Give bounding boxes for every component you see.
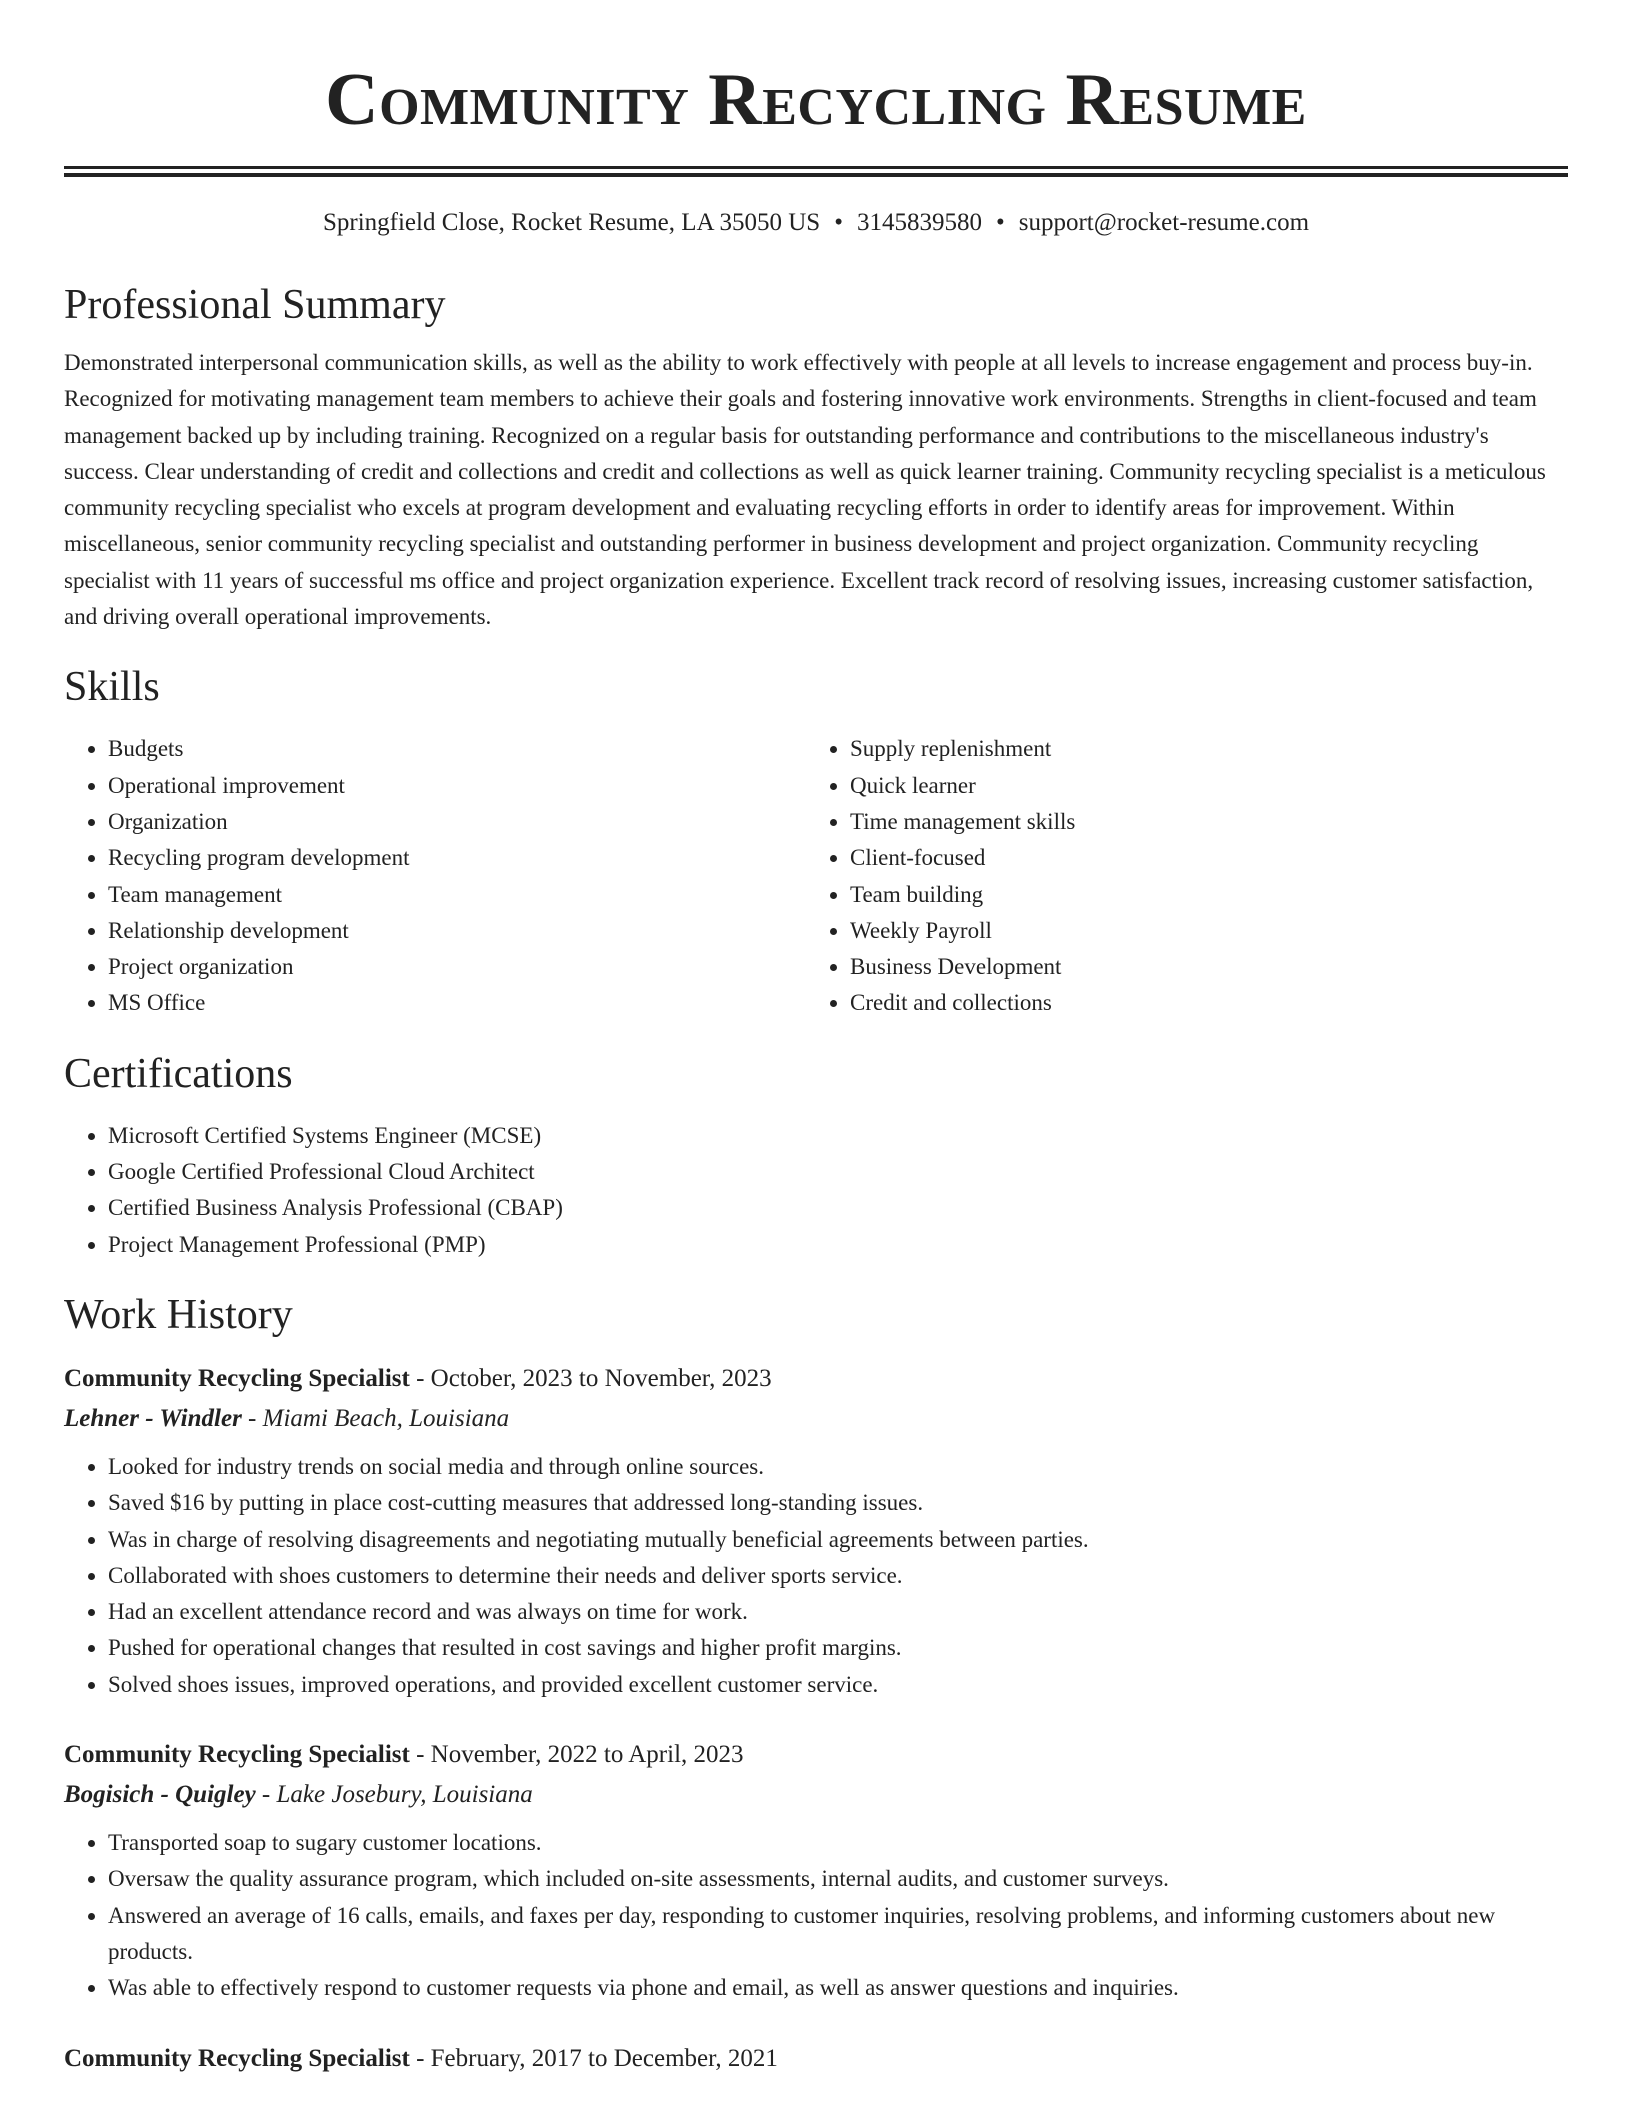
job-duty: • Transported soap to sugary customer locations. xyxy=(108,1825,1568,1861)
dash: - xyxy=(409,1364,431,1392)
certifications-list xyxy=(64,1118,1568,1263)
dash: - xyxy=(409,2044,431,2072)
job-location: Miami Beach, Louisiana xyxy=(262,1404,510,1432)
dash: - xyxy=(255,1781,277,1809)
job-title-line xyxy=(64,2039,1568,2079)
certification-item: • Project Management Professional (PMP) xyxy=(108,1227,1568,1263)
job-title: Community Recycling Specialist xyxy=(64,2044,410,2072)
skill-item: • Recycling program development xyxy=(108,840,806,876)
skill-item: • Team management xyxy=(108,877,806,913)
skill-item: • MS Office xyxy=(108,985,806,1021)
skill-item: • Quick learner xyxy=(850,768,1548,804)
contact-separator: • xyxy=(995,209,1005,236)
section-heading-certifications: Certifications xyxy=(64,1050,293,1097)
section-heading-summary: Professional Summary xyxy=(64,282,446,328)
contact-separator: • xyxy=(834,209,843,236)
job-duties-list xyxy=(64,1449,1568,1703)
job-dates: November, 2022 to April, 2023 xyxy=(430,1741,744,1769)
summary-paragraph: Demonstrated interpersonal communication skills, as well as the ability to work effectively with people at all levels to increase engagement and process buy-in. Recognized for motivating management team members to achieve their goals and fostering innovative work environments. Strengths in client-focused and team management backed up by including training. Recognized on a regular basis for outstanding performance and contributions to the miscellaneous industry's success. Clear understanding of credit and collections and credit and collections as well as quick learner training. Community recycling specialist is a meticulous community recycling specialist who excels at program development and evaluating recycling efforts in order to identify areas for improvement. Within miscellaneous, senior community recycling specialist and outstanding performer in business development and project organization. Community recycling specialist with 11 years of successful ms office and project organization experience. Excellent track record of resolving issues, increasing customer satisfaction, and driving overall operational improvements. xyxy=(64,350,1546,630)
job-duty: • Was in charge of resolving disagreements and negotiating mutually beneficial agreements between parties. xyxy=(108,1522,1568,1558)
dash: - xyxy=(409,1741,431,1769)
skills-columns xyxy=(64,731,1568,1021)
skills-column-left xyxy=(64,731,806,1021)
job-title: Community Recycling Specialist xyxy=(64,1741,410,1769)
skill-item: • Organization xyxy=(108,804,806,840)
job-title-line xyxy=(64,1359,1568,1399)
skill-item: • Weekly Payroll xyxy=(850,913,1548,949)
job-duty: • Oversaw the quality assurance program, which included on-site assessments, internal audits, and customer surveys. xyxy=(108,1861,1568,1897)
job-duty: • Was able to effectively respond to customer requests via phone and email, as well as answer questions and inquiries. xyxy=(108,1970,1568,2006)
contact-address: Springfield Close, Rocket Resume, LA 35050 US xyxy=(322,209,821,236)
contact-line xyxy=(64,207,1568,239)
skills-column-right xyxy=(806,731,1548,1021)
job-entry xyxy=(64,1359,1568,1703)
skill-item: • Project organization xyxy=(108,949,806,985)
certification-item: • Google Certified Professional Cloud Architect xyxy=(108,1154,1568,1190)
job-dates: October, 2023 to November, 2023 xyxy=(430,1364,772,1392)
job-duty: • Looked for industry trends on social media and through online sources. xyxy=(108,1449,1568,1485)
job-duty: • Answered an average of 16 calls, emails, and faxes per day, responding to customer inquiries, resolving problems, and informing customers about new products. xyxy=(108,1898,1568,1971)
job-duties-list xyxy=(64,1825,1568,2006)
job-duty: • Saved $16 by putting in place cost-cutting measures that addressed long-standing issues. xyxy=(108,1485,1568,1521)
job-company-line xyxy=(64,1775,1568,1815)
skill-item: • Time management skills xyxy=(850,804,1548,840)
job-duty: • Collaborated with shoes customers to determine their needs and deliver sports service. xyxy=(108,1558,1568,1594)
skill-item: • Team building xyxy=(850,877,1548,913)
contact-phone[interactable]: 3145839580 xyxy=(856,209,982,236)
section-heading-work-history: Work History xyxy=(64,1291,293,1338)
job-duty: • Pushed for operational changes that resulted in cost savings and higher profit margins. xyxy=(108,1630,1568,1666)
job-duty: • Had an excellent attendance record and was always on time for work. xyxy=(108,1594,1568,1630)
skill-item: • Credit and collections xyxy=(850,985,1548,1021)
skill-item: • Operational improvement xyxy=(108,768,806,804)
job-dates: February, 2017 to December, 2021 xyxy=(430,2044,778,2072)
job-location: Lake Josebury, Louisiana xyxy=(276,1781,533,1809)
skill-item: • Budgets xyxy=(108,731,806,767)
skill-item: • Supply replenishment xyxy=(850,731,1548,767)
job-company: Bogisich - Quigley xyxy=(64,1781,256,1809)
skill-item: • Relationship development xyxy=(108,913,806,949)
contact-email[interactable]: support@rocket-resume.com xyxy=(1018,209,1310,236)
skill-item: • Business Development xyxy=(850,949,1548,985)
job-title: Community Recycling Specialist xyxy=(64,1364,410,1392)
certification-item: • Microsoft Certified Systems Engineer (MCSE) xyxy=(108,1118,1568,1154)
job-company: Lehner - Windler xyxy=(64,1404,242,1432)
job-company-line xyxy=(64,1399,1568,1439)
title-divider xyxy=(64,166,1568,177)
job-duty: • Solved shoes issues, improved operations, and provided excellent customer service. xyxy=(108,1667,1568,1703)
job-entry xyxy=(64,1735,1568,2006)
dash: - xyxy=(241,1404,263,1432)
skill-item: • Client-focused xyxy=(850,840,1548,876)
section-heading-skills: Skills xyxy=(64,664,160,711)
certification-item: • Certified Business Analysis Professional (CBAP) xyxy=(108,1190,1568,1226)
job-title-line xyxy=(64,1735,1568,1775)
resume-title: Community Recycling Resume xyxy=(325,59,1307,141)
job-entry xyxy=(64,2039,1568,2079)
